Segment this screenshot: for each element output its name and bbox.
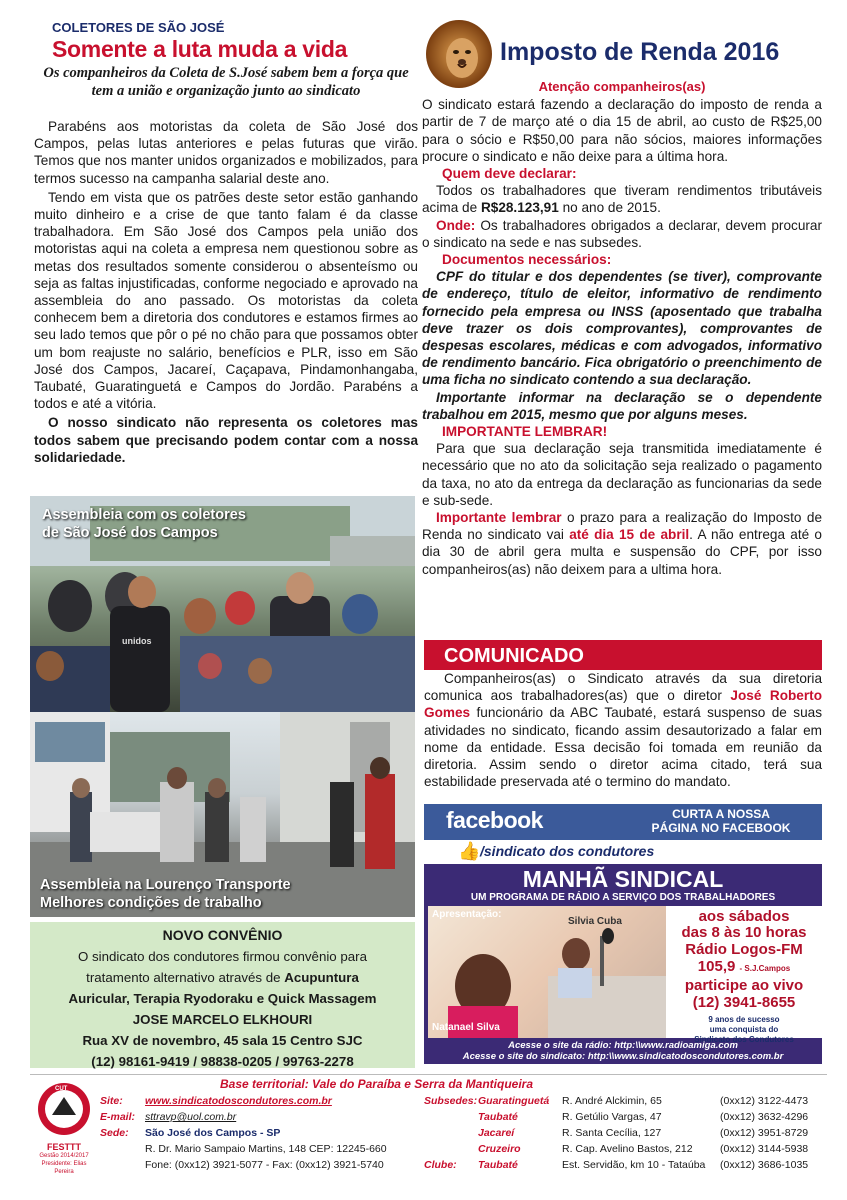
radio-schedule-day: aos sábados (698, 908, 790, 925)
facebook-cta (626, 807, 816, 835)
subsede-city: Guaratinguetá (478, 1095, 550, 1107)
ir-attention: Atenção companheiros(as) (538, 79, 706, 94)
subsede-city: Jacareí (478, 1127, 515, 1139)
logo-presidente: Presidente: Elias Pereira (41, 1161, 87, 1175)
facebook-cta-line2: PÁGINA NO FACEBOOK (651, 821, 791, 835)
left-paragraph-2: Tendo em vista que os patrões deste setor estão ganhando muito dinheiro e a crise de que tanto falam é da classe trabalhadora. Em São José dos Campos pela união dos motoristas aqui na coleta a empresa nem questionou sobre as metas dos resultados somente considerou o absenteísmo ou seja as faltas injustificadas, conforme negociado e aprovado na assembleia do ano passado. Os motoristas da coleta conhecem bem a diretoria dos condutores e estamos firmes ao seu lado temos que pôr o pé no chão para que possamos obter um bom reajuste no salário, benefícios e PLR, isso em São José dos Campos, Jacareí, Caçapava, Pindamonhangaba, Taubaté, Guaratinguetá e Campos do Jordão. Parabéns a todos e até a vitória. (34, 189, 418, 412)
subsede-city: Cruzeiro (478, 1143, 521, 1155)
logo-gestao: Gestão 2014/2017 (39, 1153, 89, 1159)
radio-cta: participe ao vivo (684, 977, 804, 994)
ir-heading-quem: Quem deve declarar: (442, 166, 577, 182)
ir-prazo-text: Importante lembrar o prazo para a realização do Imposto de Renda no sindicato vai até dia 15 de abril. A não entrega até o dia 30 de abril gera multa e suspensão do CPF, por isso companheiros(as) não deixem para a ultima hora. (422, 510, 822, 577)
subsede-city: Taubaté (478, 1111, 518, 1123)
radio-schedule (666, 906, 822, 1044)
radio-presenter-label: Apresentação: (432, 909, 502, 920)
radio-subtitle: UM PROGRAMA DE RÁDIO A SERVIÇO DOS TRABALHADORES (470, 892, 776, 903)
photo-assembleia-coletores (30, 496, 415, 712)
convenio-title: NOVO CONVÊNIO (162, 927, 283, 943)
footer-clube-label: Clube: (424, 1159, 457, 1171)
footer-sede: São José dos Campos - SP (145, 1127, 281, 1139)
ir-article-body (422, 78, 822, 578)
convenio-line1: O sindicato dos condutores firmou convênio para (78, 949, 367, 964)
left-kicker: COLETORES DE SÃO JOSÉ (52, 20, 225, 35)
convenio-phones: (12) 98161-9419 / 98838-0205 / 99763-2278 (91, 1054, 354, 1069)
photo1-caption-line1: Assembleia com os coletores (42, 507, 246, 523)
facebook-banner[interactable] (424, 804, 822, 840)
radio-site-link[interactable]: Acesse o site da rádio: http:\\www.radioamiga.com (508, 1040, 738, 1051)
footer-sede-address: R. Dr. Mario Sampaio Martins, 148 CEP: 12245-660 (145, 1143, 387, 1155)
footer-sede-phone: Fone: (0xx12) 3921-5077 - Fax: (0xx12) 3921-5740 (145, 1159, 384, 1171)
facebook-handle: /sindicato dos condutores (480, 843, 655, 859)
convenio-line2: tratamento alternativo através de Acupuntura (86, 970, 359, 985)
footer-base-territorial: Base territorial: Vale do Paraíba e Serra da Mantiqueira (220, 1077, 534, 1091)
left-subhead: Os companheiros da Coleta de S.José sabem bem a força que tem a união e organização junto ao sindicato (43, 65, 409, 99)
convenio-address: Rua XV de novembro, 45 sala 15 Centro SJC (82, 1033, 363, 1048)
footer-sede-label: Sede: (100, 1127, 129, 1139)
left-paragraph-3: O nosso sindicato não representa os coletores mas todos sabem que precisando podem contar com a nossa solidariedade. (34, 415, 418, 465)
facebook-cta-line1: CURTA A NOSSA (672, 807, 770, 821)
photo2-caption-line1: Assembleia na Lourenço Transporte (40, 877, 291, 893)
subsede-phone: (0xx12) 3122-4473 (720, 1095, 809, 1107)
subsede-phone: (0xx12) 3632-4296 (720, 1111, 809, 1123)
radio-studio-illustration (428, 906, 666, 1038)
photo1-caption (42, 506, 246, 542)
photo2-caption (40, 876, 291, 912)
comunicado-text: Companheiros(as) o Sindicato através da sua diretoria comunica aos trabalhadores(as) que o diretor José Roberto Gomes funcionário da ABC Taubaté, estará suspenso de suas atividades no sindicato, ficando assim desautorizado a falar em nome da entidade. Essa decisão foi tomada em reunião da diretoria. Assim sendo o diretor acima citado, terá sua estabilidade preservada até o termino do mandato. (424, 671, 822, 790)
left-paragraph-1: Parabéns aos motoristas da coleta de São José dos Campos, pelas lutas anteriores e pelas futuras que virão. Temos que nos manter unidos organizados e mobilizados, para termos sucesso na campanha salarial deste ano. (34, 119, 418, 186)
ir-importante-dependente: Importante informar na declaração se o dependente trabalhou em 2015, mesmo que por alguns meses. (422, 389, 822, 422)
subsede-address: R. Getúlio Vargas, 47 (562, 1111, 662, 1123)
left-headline: Somente a luta muda a vida (52, 36, 348, 62)
logo-festtt: FESTTT (47, 1142, 81, 1152)
sindicato-site-link[interactable]: Acesse o site do sindicato: http:\\www.sindicatodoscondutores.com.br (462, 1051, 784, 1062)
facebook-handle-row[interactable] (424, 840, 822, 864)
photo-assembleia-lourenco (30, 712, 415, 917)
union-logo (34, 1081, 94, 1175)
subsede-address: R. Cap. Avelino Bastos, 212 (562, 1143, 693, 1155)
comunicado-banner: COMUNICADO (424, 640, 822, 670)
radio-title: MANHÃ SINDICAL (522, 866, 724, 892)
radio-station: Rádio Logos-FM (685, 941, 803, 958)
radio-frequency: 105,9 (697, 958, 736, 975)
footer-site-label: Site: (100, 1095, 123, 1107)
radio-schedule-hours: das 8 às 10 horas (681, 924, 807, 941)
comunicado-body (424, 670, 822, 790)
ir-onde: Onde: Os trabalhadores obrigados a declarar, devem procurar o sindicato na sede e nas subsedes. (422, 217, 822, 250)
subsede-address: R. André Alckimin, 65 (562, 1095, 662, 1107)
shirt-text: unidos (122, 636, 152, 646)
radio-years: 9 anos de sucesso uma conquista do Sindicato dos Condutores (694, 1015, 794, 1044)
radio-banner (424, 864, 822, 1064)
convenio-name: JOSE MARCELO ELKHOURI (132, 1012, 313, 1027)
subsede-city: Taubaté (478, 1159, 518, 1171)
footer-email-link[interactable]: sttravp@uol.com.br (145, 1111, 237, 1123)
convenio-line3: Auricular, Terapia Ryodoraku e Quick Massagem (68, 991, 377, 1006)
ir-lembrar-text: Para que sua declaração seja transmitida imediatamente é necessário que no ato da solicitação seja realizado o pagamento da taxa, no ato da entrega da declaração as funcionarias da sede e sub-sede. (422, 441, 822, 508)
ir-paragraph-1: O sindicato estará fazendo a declaração do imposto de renda a partir de 7 de março até o dia 15 de abril, ao custo de R$25,00 para o sócio e R$50,00 para não sócios, maiores informações procure o sindicato e não deixe para a última hora. (422, 97, 822, 164)
footer (30, 1074, 827, 1180)
radio-sites (424, 1040, 822, 1062)
footer-site-link[interactable]: www.sindicatodoscondutores.com.br (145, 1095, 332, 1107)
radio-city: - S.J.Campos (739, 964, 791, 973)
footer-email-label: E-mail: (100, 1111, 136, 1123)
thumbs-up-icon: 👍 (458, 841, 481, 861)
footer-subsedes-label: Subsedes: (424, 1095, 478, 1107)
subsede-phone: (0xx12) 3144-5938 (720, 1143, 809, 1155)
ir-title: Imposto de Renda 2016 (500, 38, 780, 66)
convenio-box (30, 922, 415, 1068)
ir-heading-docs: Documentos necessários: (442, 252, 612, 268)
radio-host-natanael: Natanael Silva (432, 1022, 500, 1033)
subsede-phone: (0xx12) 3951-8729 (720, 1127, 809, 1139)
subsede-address: Est. Servidão, km 10 - Tataúba (562, 1159, 706, 1171)
radio-host-silvia: Silvia Cuba (568, 916, 622, 927)
left-article-body (34, 118, 418, 466)
logo-cut: CUT (55, 1086, 68, 1092)
ir-docs-text: CPF do titular e dos dependentes (se tiver), comprovante de endereço, título de eleitor, informativo de rendimento fornecido pela empresa ou INSS (aposentado que trabalha deve trazer os dois comprovantes), comprovantes de despesas escolares, médicas e com advogados, informativo de rendimento bancário. Fica obrigatório o preenchimento de uma ficha no sindicato contendo a sua declaração. (422, 269, 822, 388)
subsede-address: R. Santa Cecília, 127 (562, 1127, 662, 1139)
ir-heading-lembrar: IMPORTANTE LEMBRAR! (442, 424, 608, 440)
radio-photo (428, 906, 666, 1038)
photo2-caption-line2: Melhores condições de trabalho (40, 895, 262, 911)
photo1-caption-line2: de São José dos Campos (42, 525, 218, 541)
ir-quem-text: Todos os trabalhadores que tiveram rendimentos tributáveis acima de R$28.123,91 no ano de 2015. (422, 183, 822, 216)
subsede-phone: (0xx12) 3686-1035 (720, 1159, 809, 1171)
facebook-logo: facebook (446, 807, 543, 833)
radio-phone: (12) 3941-8655 (692, 994, 796, 1011)
